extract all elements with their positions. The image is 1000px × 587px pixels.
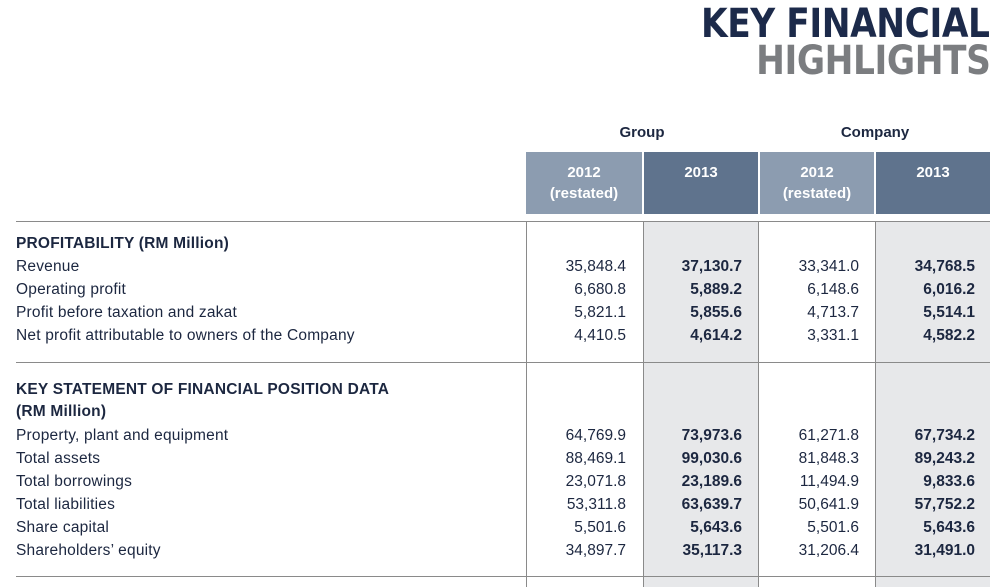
value-group-2013: 5,643.6 xyxy=(690,519,742,536)
value-group-2013: 73,973.6 xyxy=(681,427,742,444)
divider-middle xyxy=(16,362,990,363)
table-row xyxy=(16,279,976,301)
table-row xyxy=(16,471,976,493)
page-title-line1: KEY FINANCIAL xyxy=(701,1,990,47)
col-year: 2013 xyxy=(684,164,718,181)
value-company-2012: 5,501.6 xyxy=(807,519,859,536)
value-group-2013: 35,117.3 xyxy=(682,542,742,559)
divider-bottom xyxy=(16,576,990,577)
value-group-2012: 53,311.8 xyxy=(566,496,626,513)
col-year: 2012 xyxy=(800,164,834,181)
value-group-2013: 23,189.6 xyxy=(681,473,742,490)
row-label: Total liabilities xyxy=(16,496,116,513)
table-row xyxy=(16,256,976,278)
value-group-2012: 5,501.6 xyxy=(574,519,626,536)
table-row xyxy=(16,448,976,470)
row-label: Revenue xyxy=(16,258,80,275)
value-company-2012: 81,848.3 xyxy=(798,450,859,467)
value-group-2012: 34,897.7 xyxy=(565,542,626,559)
value-group-2013: 4,614.2 xyxy=(690,327,742,344)
col-header-company-2012 xyxy=(760,152,874,214)
row-label: Property, plant and equipment xyxy=(16,427,229,444)
row-label: Profit before taxation and zakat xyxy=(16,304,237,321)
value-group-2012: 4,410.5 xyxy=(574,327,626,344)
row-label: Share capital xyxy=(16,519,110,536)
table-row xyxy=(16,425,976,447)
value-company-2013: 6,016.2 xyxy=(923,281,975,298)
value-group-2012: 88,469.1 xyxy=(565,450,626,467)
value-group-2012: 35,848.4 xyxy=(565,258,626,275)
col-year: 2012 xyxy=(567,164,601,181)
value-company-2012: 50,641.9 xyxy=(798,496,859,513)
value-group-2013: 5,889.2 xyxy=(690,281,742,298)
value-company-2012: 61,271.8 xyxy=(798,427,859,444)
value-group-2013: 37,130.7 xyxy=(681,258,742,275)
table-row xyxy=(16,325,976,347)
value-company-2012: 31,206.4 xyxy=(798,542,859,559)
row-label: Operating profit xyxy=(16,281,127,298)
table-row xyxy=(16,517,976,539)
value-group-2012: 64,769.9 xyxy=(565,427,626,444)
col-note: (restated) xyxy=(782,185,852,202)
table-row xyxy=(16,302,976,324)
value-group-2013: 63,639.7 xyxy=(681,496,742,513)
company-header: Company xyxy=(840,124,910,141)
value-company-2013: 9,833.6 xyxy=(923,473,975,490)
col-note: (restated) xyxy=(549,185,619,202)
row-label: Total assets xyxy=(16,450,101,467)
value-company-2013: 5,643.6 xyxy=(923,519,975,536)
value-company-2013: 67,734.2 xyxy=(914,427,975,444)
value-company-2013: 57,752.2 xyxy=(914,496,975,513)
divider-top xyxy=(16,221,990,222)
col-header-company-2013 xyxy=(876,152,990,214)
value-company-2012: 6,148.6 xyxy=(807,281,859,298)
row-label: Shareholders’ equity xyxy=(16,542,161,559)
group-header: Group xyxy=(619,124,665,141)
value-group-2013: 99,030.6 xyxy=(681,450,742,467)
row-label: Net profit attributable to owners of the Company xyxy=(16,327,355,344)
value-company-2012: 3,331.1 xyxy=(807,327,859,344)
table-row xyxy=(16,494,976,516)
table-row xyxy=(16,540,976,562)
value-company-2013: 31,491.0 xyxy=(914,542,975,559)
value-group-2013: 5,855.6 xyxy=(690,304,742,321)
value-company-2012: 11,494.9 xyxy=(799,473,859,490)
value-company-2013: 34,768.5 xyxy=(914,258,975,275)
value-company-2013: 4,582.2 xyxy=(923,327,975,344)
value-group-2012: 23,071.8 xyxy=(565,473,626,490)
value-group-2012: 6,680.8 xyxy=(574,281,626,298)
value-company-2013: 5,514.1 xyxy=(923,304,975,321)
col-header-group-2012 xyxy=(526,152,642,214)
page-title-line2: HIGHLIGHTS xyxy=(755,38,990,84)
value-company-2013: 89,243.2 xyxy=(914,450,975,467)
value-company-2012: 33,341.0 xyxy=(798,258,859,275)
row-label: Total borrowings xyxy=(16,473,133,490)
value-group-2012: 5,821.1 xyxy=(574,304,626,321)
value-company-2012: 4,713.7 xyxy=(807,304,859,321)
col-header-group-2013 xyxy=(644,152,758,214)
col-year: 2013 xyxy=(916,164,950,181)
